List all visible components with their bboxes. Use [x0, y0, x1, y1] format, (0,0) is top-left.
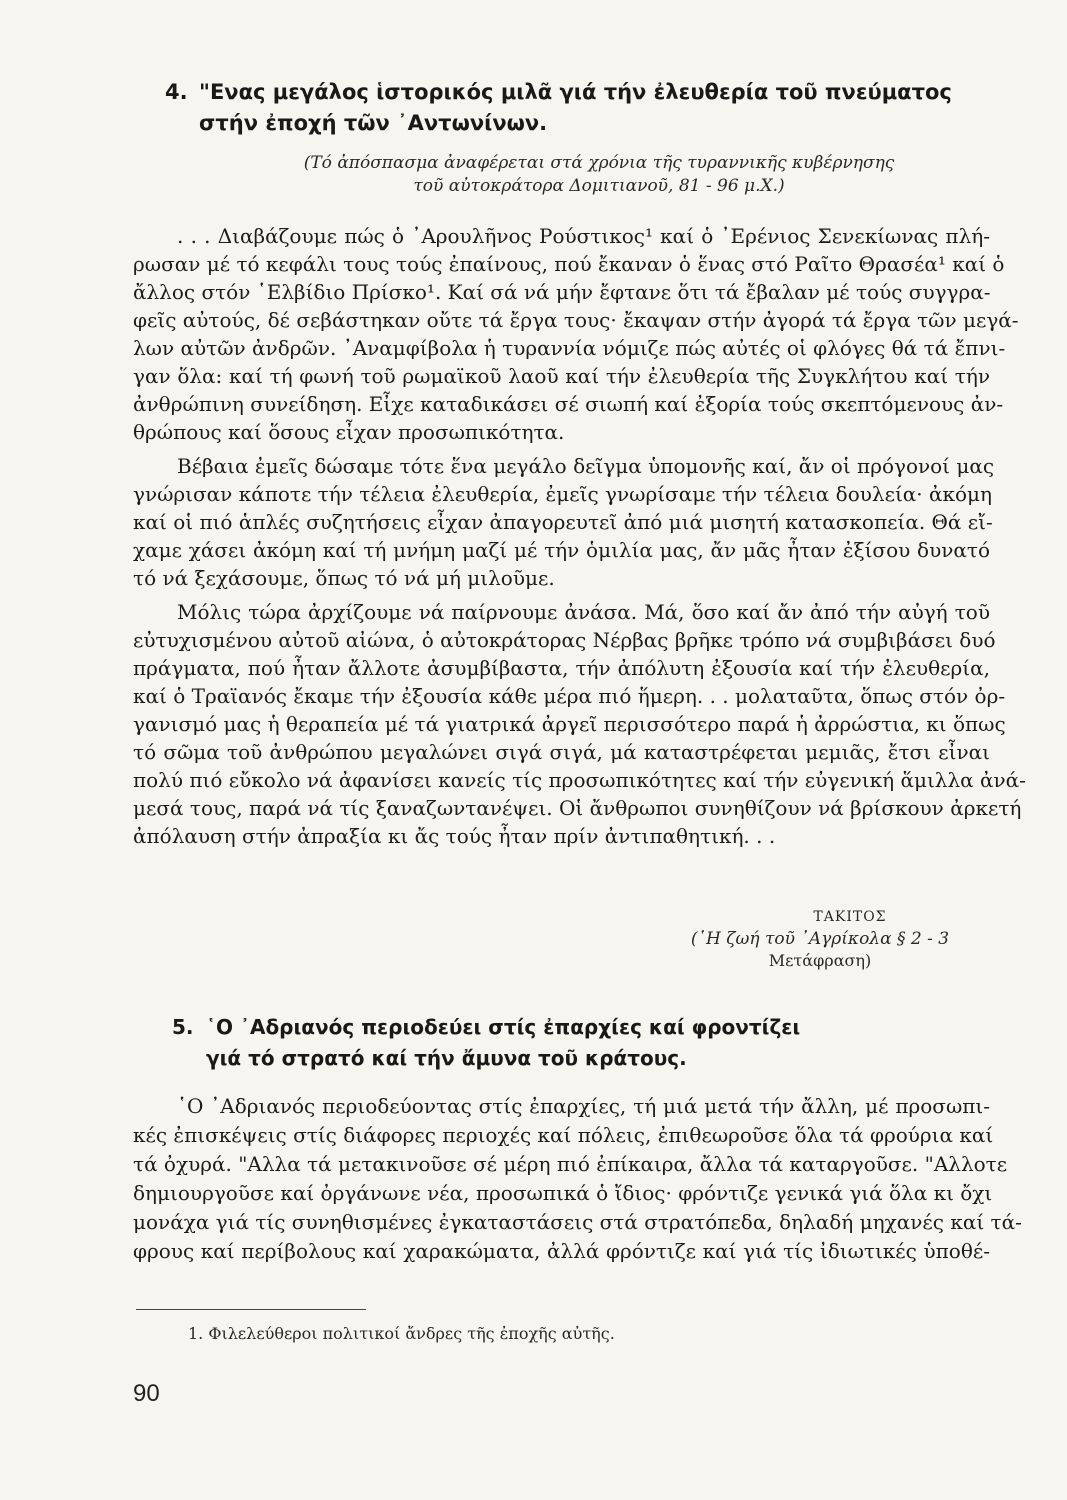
text-line: ρωσαν μέ τό κεφάλι τους τούς ἐπαίνους, πού ἔκαναν ὁ ἕνας στό Ραῖτο Θρασέα¹ καί ὁ — [133, 252, 1005, 276]
footnote-rule — [136, 1309, 366, 1310]
text-line: καί ὁ Τραϊανός ἔκαμε τήν ἐξουσία κάθε μέρα πιό ἥμερη. . . μολαταῦτα, ὅπως στόν ὀρ- — [133, 684, 1006, 708]
paragraph-2 — [133, 452, 995, 592]
text-line: θρώπους καί ὅσους εἶχαν προσωπικότητα. — [133, 420, 565, 444]
section-4-heading — [165, 77, 952, 139]
text-line: Μόλις τώρα ἀρχίζουμε νά παίρνουμε ἀνάσα. Μά, ὅσο καί ἄν ἀπό τήν αὐγή τοῦ — [177, 600, 990, 624]
text-line: μεσά τους, παρά νά τίς ξαναζωντανέψει. Οἱ ἄνθρωποι συνηθίζουν νά βρίσκουν ἀρκετή — [133, 796, 1022, 820]
text-line: φρους καί περίβολους καί χαρακώματα, ἀλλά φρόντιζε καί γιά τίς ἰδιωτικές ὑποθέ- — [133, 1239, 990, 1263]
text-line: χαμε χάσει ἀκόμη καί τή μνήμη μαζί μέ τήν ὁμιλία μας, ἄν μᾶς ἦταν ἐξίσου δυνατό — [133, 538, 990, 562]
context-note-line2: τοῦ αὐτοκράτορα Δομιτιανοῦ, 81 - 96 μ.Χ.) — [413, 176, 785, 196]
text-line: . . . Διαβάζουμε πώς ὁ ᾽Αρουλῆνος Ρούστικος¹ καί ὁ ᾽Ερένιος Σενεκίωνας πλή- — [177, 224, 990, 248]
source-translation: Μετάφραση) — [768, 951, 872, 970]
context-note-line1: (Τό ἀπόσπασμα ἀναφέρεται στά χρόνια τῆς τυραννικῆς κυβέρνησης — [303, 153, 895, 173]
paragraph-section-5 — [133, 1092, 1022, 1266]
section-4-body — [133, 222, 1026, 850]
text-line: ἄλλος στόν ῾Ελβίδιο Πρίσκο¹. Καί σά νά μήν ἔφτανε ὅτι τά ἔβαλαν μέ τούς συγγρα- — [133, 280, 991, 304]
text-line: φεῖς αὐτούς, δέ σεβάστηκαν οὔτε τά ἔργα τους· ἔκαψαν στήν ἀγορά τά ἔργα τῶν μεγά- — [133, 308, 1019, 332]
paragraph-1 — [133, 222, 1019, 446]
section-5-title-line2: γιά τό στρατό καί τήν ἄμυνα τοῦ κράτους. — [206, 1046, 687, 1070]
text-line: καί οἱ πιό ἁπλές συζητήσεις εἶχαν ἀπαγορευτεῖ ἀπό μιά μισητή κατασκοπεία. Θά εἴ- — [133, 510, 993, 534]
paragraph-3 — [133, 598, 1026, 850]
section-5-title-line1: ῾Ο ᾽Αδριανός περιοδεύει στίς ἐπαρχίες καί φροντίζει — [206, 1015, 801, 1039]
text-line: ἀνθρώπινη συνείδηση. Εἶχε καταδικάσει σέ σιωπή καί ἐξορία τούς σκεπτόμενους ἀν- — [133, 392, 1004, 416]
text-line: λων αὐτῶν ἀνδρῶν. ᾽Αναμφίβολα ἡ τυραννία νόμιζε πώς αὐτές οἱ φλόγες θά τά ἔπνι- — [133, 336, 1006, 360]
text-line: εὐτυχισμένου αὐτοῦ αἰώνα, ὁ αὐτοκράτορας Νέρβας βρῆκε τρόπο νά συμβιβάσει δυό — [133, 628, 996, 652]
section-5-body — [133, 1092, 1022, 1266]
text-line: γανισμό μας ἡ θεραπεία μέ τά γιατρικά ἀργεῖ περισσότερο παρά ἡ ἀρρώστια, κι ὅπως — [133, 712, 1006, 736]
page-number: 90 — [133, 1380, 160, 1407]
text-line: τά ὀχυρά. "Αλλα τά μετακινοῦσε σέ μέρη πιό ἐπίκαιρα, ἄλλα τά καταργοῦσε. "Αλλοτε — [133, 1152, 1008, 1176]
section-5-number: 5. — [172, 1015, 194, 1039]
text-line: πολύ πιό εὔκολο νά ἀφανίσει κανείς τίς προσωπικότητες καί τήν εὐγενική ἅμιλλα ἀνά- — [133, 768, 1026, 792]
source-author: ΤΑΚΙΤΟΣ — [813, 909, 887, 925]
source-work: (῾Η ζωή τοῦ ᾽Αγρίκολα § 2 - 3 — [690, 929, 950, 949]
source-citation — [660, 906, 980, 972]
text-line: μονάχα γιά τίς συνηθισμένες ἐγκαταστάσεις στά στρατόπεδα, δηλαδή μηχανές καί τά- — [133, 1210, 1022, 1234]
text-line: πράγματα, πού ἦταν ἄλλοτε ἀσυμβίβαστα, τήν ἀπόλυτη ἐξουσία καί τήν ἐλευθερία, — [133, 656, 990, 680]
section-4-number: 4. — [165, 80, 188, 104]
text-line: Βέβαια ἐμεῖς δώσαμε τότε ἕνα μεγάλο δεῖγμα ὑπομονῆς καί, ἄν οἱ πρόγονοί μας — [177, 454, 995, 478]
text-line: τό νά ξεχάσουμε, ὅπως τό νά μή μιλοῦμε. — [133, 566, 555, 590]
section-4-title-line1: "Ενας μεγάλος ἱστορικός μιλᾶ γιά τήν ἐλευθερία τοῦ πνεύματος — [199, 80, 952, 104]
text-line: κές ἐπισκέψεις στίς διάφορες περιοχές καί πόλεις, ἐπιθεωροῦσε ὅλα τά φρούρια καί — [133, 1123, 994, 1147]
section-5-heading — [172, 1012, 800, 1074]
text-line: γαν ὅλα: καί τή φωνή τοῦ ρωμαϊκοῦ λαοῦ καί τήν ἐλευθερία τῆς Συγκλήτου καί τήν — [133, 364, 990, 388]
text-line: ἀπόλαυση στήν ἀπραξία κι ἄς τούς ἦταν πρίν ἀντιπαθητική. . . — [133, 824, 776, 848]
section-4-title-line2: στήν ἐποχή τῶν ᾽Αντωνίνων. — [199, 111, 548, 135]
text-line: ῾Ο ᾽Αδριανός περιοδεύοντας στίς ἐπαρχίες, τή μιά μετά τήν ἄλλη, μέ προσωπι- — [177, 1094, 990, 1118]
text-line: δημιουργοῦσε καί ὀργάνωνε νέα, προσωπικά ὁ ἴδιος· φρόντιζε γενικά γιά ὅλα κι ὄχι — [133, 1181, 993, 1205]
text-line: τό σῶμα τοῦ ἀνθρώπου μεγαλώνει σιγά σιγά, μά καταστρέφεται μεμιᾶς, ἔτσι εἶναι — [133, 740, 990, 764]
section-4-context-note — [218, 152, 980, 198]
footnote: 1. Φιλελεύθεροι πολιτικοί ἄνδρες τῆς ἐποχῆς αὐτῆς. — [188, 1324, 615, 1343]
text-line: γνώρισαν κάποτε τήν τέλεια ἐλευθερία, ἐμεῖς γνωρίσαμε τήν τέλεια δουλεία· ἀκόμη — [133, 482, 993, 506]
